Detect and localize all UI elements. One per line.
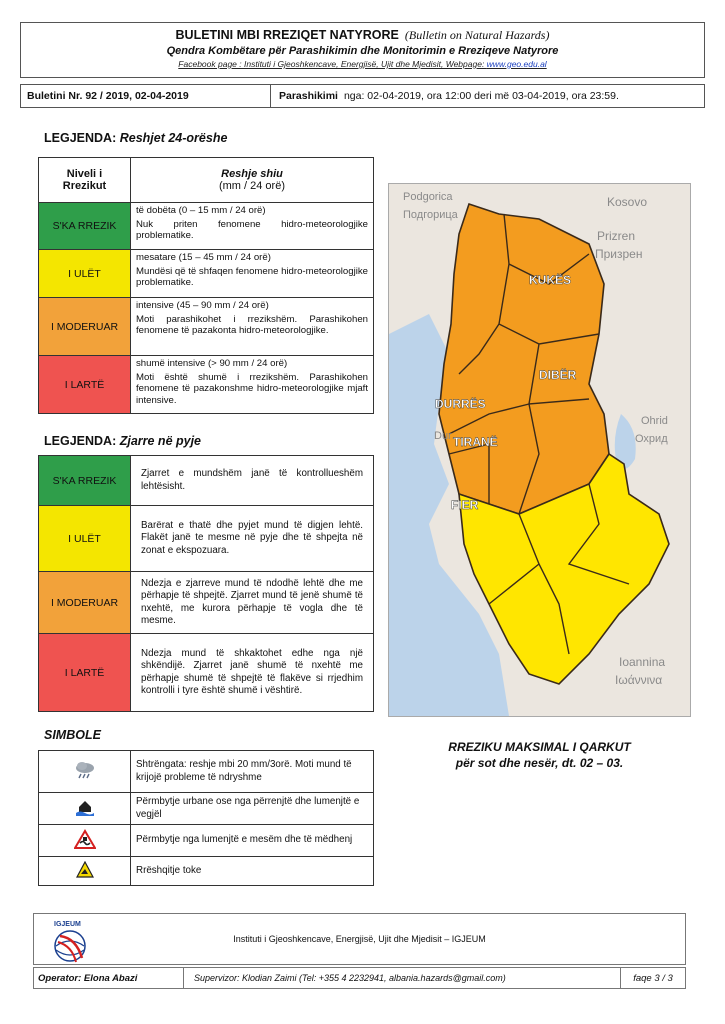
label-durres-bg: Dur (434, 430, 452, 442)
label-durres: DURRËS (435, 397, 486, 411)
rain-note: Moti është shumë i rrezikshëm. Parashikohen fenomene të pazakonshme hidro-meteorologjike mjaft intensive. (136, 371, 368, 406)
level-column-header: Niveli i Rrezikut (39, 158, 131, 203)
river-flood-icon (39, 825, 131, 857)
fire-desc: Barërat e thatë dhe pyjet mund të digjen lehtë. Flakët janë te mesme në pyje dhe të shpejta në zonat e ekspozuara. (131, 506, 374, 572)
symbols-table (38, 750, 374, 886)
label-podgorica-cyr: Подгорица (403, 209, 458, 221)
label-prizren: Prizren (597, 229, 636, 243)
label-prizren-cyr: Призрен (595, 247, 643, 261)
symbol-text: Përmbytje nga lumenjtë e mesëm dhe të mëdhenj (131, 825, 374, 857)
fire-desc: Ndezja mund të shkaktohet edhe nga një shkëndijë. Zjarret janë shumë të nxehtë me përhapje shumë të shpejtë të flakëve si rrjedhim kontrolli i tyre është shumë i vështirë. (131, 634, 374, 712)
fire-row-moderate (39, 572, 374, 634)
level-badge: I LARTË (39, 356, 131, 414)
rain-amount: të dobëta (0 – 15 mm / 24 orë) (136, 205, 266, 216)
label-podgorica: Podgorica (403, 191, 453, 203)
rain-row-moderate (39, 298, 374, 356)
rain-desc (131, 250, 374, 298)
rain-legend-title (44, 131, 227, 145)
label-kukes: KUKËS (529, 273, 572, 287)
level-badge: I ULËT (39, 250, 131, 298)
rain-legend-subject: Reshjet 24-orëshe (119, 131, 228, 145)
map-caption-line1: RREZIKU MAKSIMAL I QARKUT (448, 740, 631, 754)
label-fier: FIER (451, 498, 479, 512)
header-title-line (21, 28, 704, 43)
map-caption (388, 740, 691, 771)
level-badge: I MODERUAR (39, 572, 131, 634)
level-badge: I LARTË (39, 634, 131, 712)
symbol-text: Shtrëngata: reshje mbi 20 mm/3orë. Moti mund të krijojë probleme të ndryshme (131, 751, 374, 793)
label-diber: DIBËR (539, 368, 577, 382)
website-link[interactable]: www.geo.edu.al (486, 59, 547, 69)
map-caption-line2: për sot dhe nesër, dt. 02 – 03. (455, 755, 624, 770)
header-subtitle: Qendra Kombëtare për Parashikimin dhe Monitorimin e Rreziqeve Natyrore (166, 45, 559, 57)
level-badge: I ULËT (39, 506, 131, 572)
rain-note: Nuk priten fenomene hidro-meteorologjike problematike. (136, 218, 368, 241)
symbols-title: SIMBOLE (44, 728, 101, 742)
map-region-orange (439, 204, 609, 514)
page-number: faqe 3 / 3 (633, 972, 673, 984)
rain-desc (131, 203, 374, 250)
operator-line (33, 967, 686, 989)
fire-desc: Ndezja e zjarreve mund të ndodhë lehtë dhe me përhapje të shpejtë. Zjarret mund të jenë shumë të nxehtë, me kurora përhapje të vogla dhe të mesme. (131, 572, 374, 634)
label-ohrid-cyr: Охрид (635, 433, 668, 445)
operator: Operator: Elona Abazi (34, 968, 184, 988)
level-badge: S'KA RREZIK (39, 456, 131, 506)
symbol-row (39, 793, 374, 825)
footer-box (33, 913, 686, 965)
rain-legend-label: LEGJENDA: (44, 131, 117, 145)
label-kosovo: Kosovo (607, 195, 648, 209)
rain-amount: shumë intensive (> 90 mm / 24 orë) (136, 358, 288, 369)
fire-row-low (39, 506, 374, 572)
rain-column-unit: (mm / 24 orë) (218, 180, 285, 192)
symbol-row (39, 825, 374, 857)
fire-legend-label: LEGJENDA: (44, 434, 117, 448)
rain-row-no-risk (39, 203, 374, 250)
bulletin-title: BULETINI MBI RREZIQET NATYRORE (175, 28, 399, 42)
institute-name: Instituti i Gjeoshkencave, Energjisë, Ujit dhe Mjedisit – IGJEUM (233, 934, 486, 944)
label-tirane: TIRANË (453, 435, 498, 449)
hazard-map (388, 183, 691, 717)
label-ioannina-gr: Ιωάννινα (615, 673, 663, 687)
label-ohrid: Ohrid (641, 415, 668, 427)
rain-legend-table (38, 157, 374, 414)
rain-note: Mundësi që të shfaqen fenomene hidro-meteorologjike problematike. (136, 265, 368, 288)
rain-amount: intensive (45 – 90 mm / 24 orë) (136, 300, 269, 311)
supervisor: Supervizor: Klodian Zaimi (Tel: +355 4 2232941, albania.hazards@gmail.com) (184, 968, 621, 988)
rain-desc (131, 298, 374, 356)
svg-text:IGJEUM: IGJEUM (54, 921, 81, 928)
symbol-text: Përmbytje urbane ose nga përrenjtë dhe lumenjtë e vegjël (131, 793, 374, 825)
level-badge: I MODERUAR (39, 298, 131, 356)
header-links (21, 59, 704, 69)
fire-legend-title (44, 434, 201, 448)
rain-column-header (131, 158, 374, 203)
bulletin-title-en: (Bulletin on Natural Hazards) (404, 28, 550, 42)
bulletin-header (20, 22, 705, 78)
fire-legend-table (38, 455, 374, 712)
forecast-period-cell (271, 85, 704, 107)
rain-note: Moti parashikohet i rrezikshëm. Parashikohen fenomene të pazakonta hidro-meteorologjike. (136, 313, 368, 336)
fire-legend-subject: Zjarre në pyje (119, 434, 202, 448)
bulletin-info-bar (20, 84, 705, 108)
forecast-label: Parashikimi (279, 90, 338, 102)
rain-desc (131, 356, 374, 414)
storm-cloud-icon (39, 751, 131, 793)
forecast-period: nga: 02-04-2019, ora 12:00 deri më 03-04-2019, ora 23:59. (343, 90, 619, 102)
rain-row-low (39, 250, 374, 298)
level-badge: S'KA RREZIK (39, 203, 131, 250)
symbol-text: Rrëshqitje toke (131, 857, 374, 886)
symbol-row (39, 751, 374, 793)
rain-row-high (39, 356, 374, 414)
fire-desc: Zjarret e mundshëm janë të kontrollueshëm lehtësisht. (131, 456, 374, 506)
rain-amount: mesatare (15 – 45 mm / 24 orë) (136, 252, 271, 263)
rain-column-title: Reshje shiu (221, 168, 283, 180)
landslide-icon (39, 857, 131, 886)
label-ioannina: Ioannina (619, 655, 666, 669)
fire-row-no-risk (39, 456, 374, 506)
bulletin-number: Buletini Nr. 92 / 2019, 02-04-2019 (21, 85, 271, 107)
urban-flood-icon (39, 793, 131, 825)
facebook-text: Facebook page : Instituti i Gjeoshkencave, Energjisë, Ujit dhe Mjedisit, Webpage: (178, 59, 487, 69)
symbol-row (39, 857, 374, 886)
fire-row-high (39, 634, 374, 712)
